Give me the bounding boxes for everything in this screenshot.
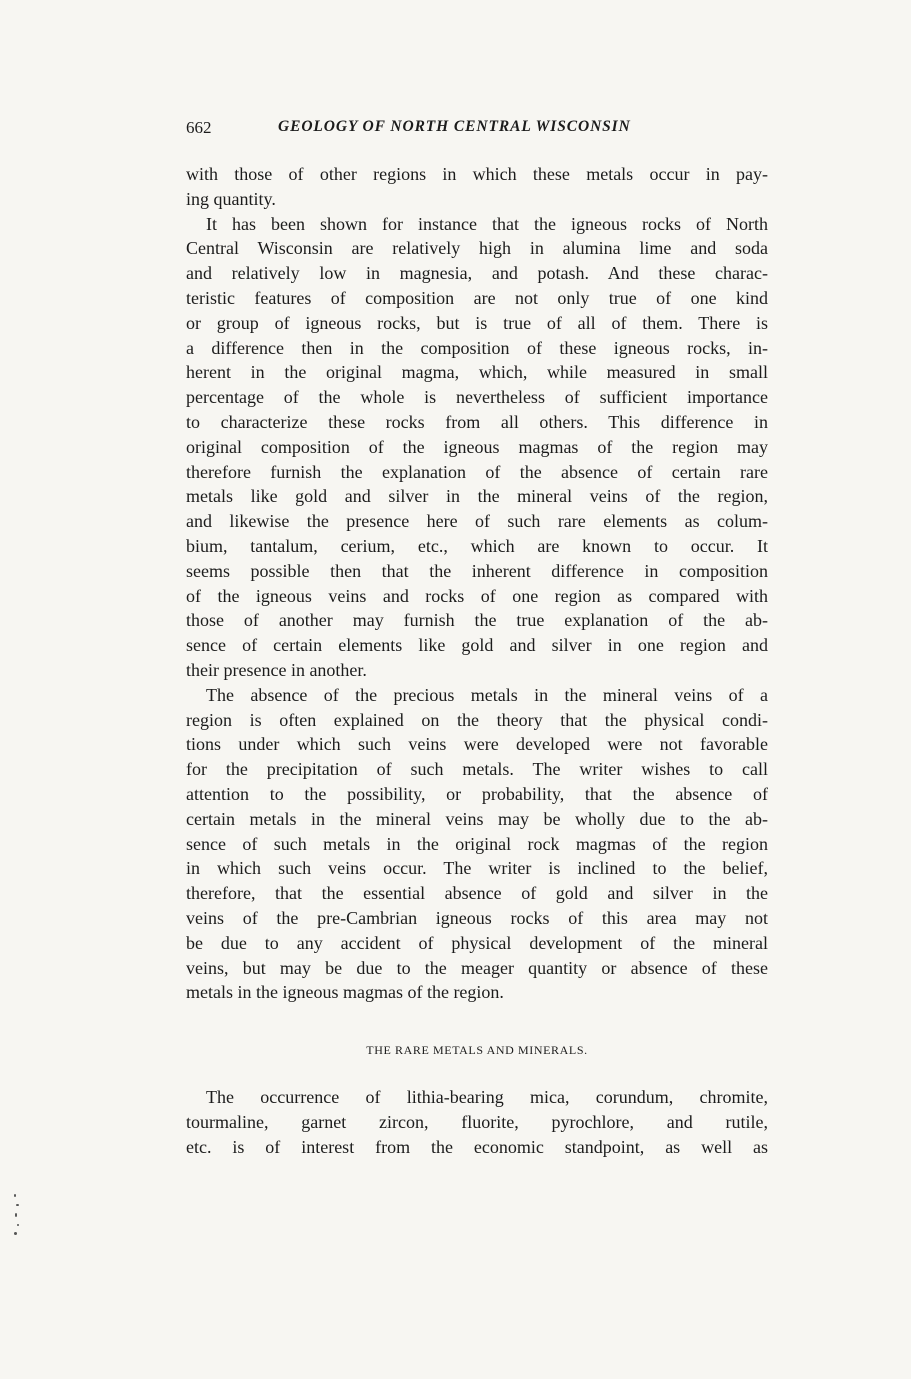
text-line: veins of the pre-Cambrian igneous rocks of this area may not — [186, 907, 768, 928]
text-line: percentage of the whole is nevertheless of sufficient importance — [186, 387, 768, 408]
running-title: GEOLOGY OF NORTH CENTRAL WISCONSIN — [278, 118, 631, 135]
text-line: etc. is of interest from the economic standpoint, as well as — [186, 1136, 768, 1157]
text-line: of the igneous veins and rocks of one region as compared with — [186, 585, 768, 606]
text-line: or group of igneous rocks, but is true of all of them. There is — [186, 312, 768, 333]
scan-speck — [16, 1204, 19, 1206]
text-line: It has been shown for instance that the igneous rocks of North — [206, 213, 768, 234]
text-line: metals in the igneous magmas of the region. — [186, 982, 504, 1003]
text-line: and likewise the presence here of such rare elements as colum- — [186, 511, 768, 532]
text-line: to characterize these rocks from all others. This difference in — [186, 411, 768, 432]
scan-speck — [15, 1213, 17, 1217]
text-line: ing quantity. — [186, 188, 276, 209]
paragraph — [186, 162, 768, 212]
paragraph — [186, 1085, 768, 1159]
text-line: seems possible then that the inherent difference in composition — [186, 560, 768, 581]
page-number: 662 — [186, 118, 212, 137]
text-line: be due to any accident of physical development of the mineral — [186, 932, 768, 953]
page-header — [186, 118, 776, 142]
text-line: metals like gold and silver in the mineral veins of the region, — [186, 486, 768, 507]
text-line: The occurrence of lithia-bearing mica, corundum, chromite, — [206, 1087, 768, 1107]
section-body-text — [186, 1085, 768, 1159]
text-line: sence of such metals in the original rock magmas of the region — [186, 833, 768, 854]
scan-speck — [14, 1194, 16, 1197]
body-text — [186, 162, 768, 1005]
text-line: tourmaline, garnet zircon, fluorite, pyrochlore, and rutile, — [186, 1111, 768, 1132]
scan-speck — [17, 1224, 19, 1226]
text-line: The absence of the precious metals in the mineral veins of a — [206, 684, 768, 705]
text-line: with those of other regions in which these metals occur in pay- — [186, 164, 768, 184]
section-heading: THE RARE METALS AND MINERALS. — [366, 1043, 588, 1057]
text-line: attention to the possibility, or probability, that the absence of — [186, 783, 768, 804]
text-line: therefore, that the essential absence of gold and silver in the — [186, 883, 768, 904]
text-line: tions under which such veins were developed were not favorable — [186, 734, 768, 755]
text-line: and relatively low in magnesia, and potash. And these charac- — [186, 263, 768, 284]
text-line: herent in the original magma, which, while measured in small — [186, 362, 768, 383]
text-line: therefore furnish the explanation of the absence of certain rare — [186, 461, 768, 482]
text-line: bium, tantalum, cerium, etc., which are known to occur. It — [186, 535, 768, 556]
scan-speck — [14, 1232, 17, 1235]
text-line: for the precipitation of such metals. The writer wishes to call — [186, 759, 768, 780]
text-line: original composition of the igneous magmas of the region may — [186, 436, 768, 457]
text-line: in which such veins occur. The writer is inclined to the belief, — [186, 858, 768, 879]
text-line: teristic features of composition are not only true of one kind — [186, 287, 768, 308]
text-line: Central Wisconsin are relatively high in alumina lime and soda — [186, 238, 768, 259]
text-line: region is often explained on the theory that the physical condi- — [186, 709, 768, 730]
text-line: veins, but may be due to the meager quantity or absence of these — [186, 957, 768, 978]
text-line: their presence in another. — [186, 659, 367, 680]
text-line: those of another may furnish the true explanation of the ab- — [186, 610, 768, 631]
text-line: a difference then in the composition of these igneous rocks, in- — [186, 337, 768, 358]
paragraph — [186, 683, 768, 1005]
paragraph — [186, 212, 768, 683]
text-line: certain metals in the mineral veins may be wholly due to the ab- — [186, 808, 768, 829]
text-line: sence of certain elements like gold and silver in one region and — [186, 635, 768, 656]
